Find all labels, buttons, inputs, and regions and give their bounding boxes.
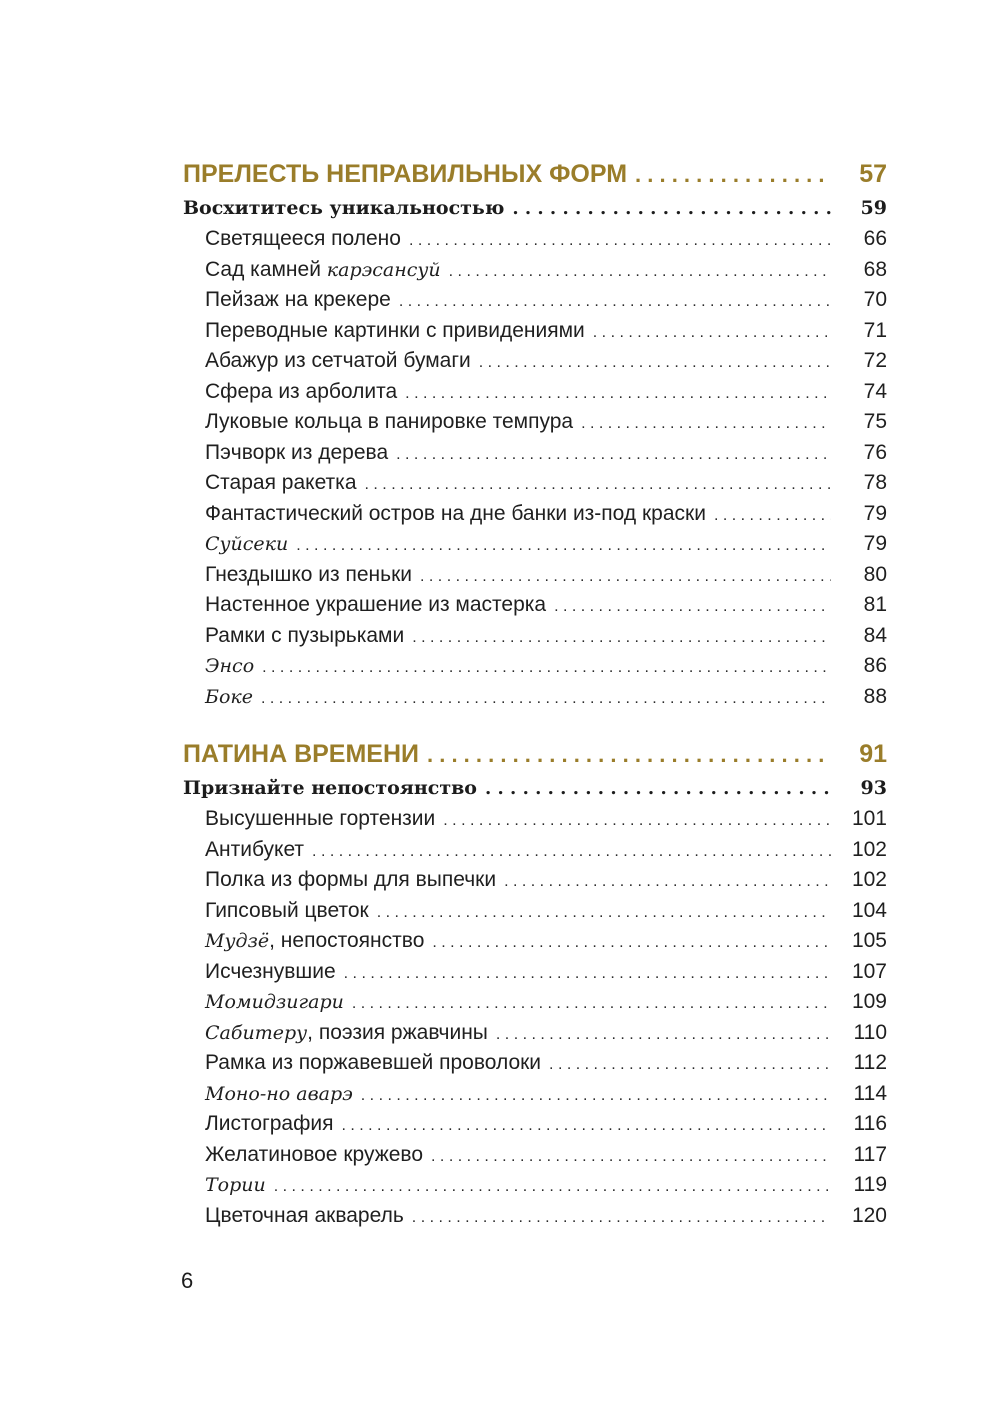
toc-entry-title — [205, 1051, 541, 1075]
chapter-heading-title — [183, 197, 504, 219]
italic-term: Энсо — [205, 655, 255, 677]
toc-entry — [183, 990, 887, 1021]
toc-entry — [183, 899, 887, 930]
page-number: 6 — [181, 1268, 194, 1293]
toc-entry-page-number: 68 — [863, 257, 887, 281]
title-text: Переводные картинки с привидениями — [205, 318, 585, 342]
title-text: Сад камней — [205, 257, 327, 281]
toc-entry-title — [205, 349, 471, 373]
toc-entry-page-number: 110 — [853, 1020, 887, 1044]
dot-leader — [341, 1117, 831, 1135]
toc-entry-page-number: 102 — [851, 837, 887, 861]
toc-entry-page-number: 79 — [863, 532, 887, 555]
toc-entry-title — [205, 838, 304, 862]
dot-leader — [449, 263, 831, 281]
toc-entry-title — [205, 1082, 353, 1106]
toc-entry-title — [205, 380, 397, 404]
toc-entry-page-number: 104 — [851, 898, 887, 922]
toc-entry-page-number: 109 — [851, 990, 887, 1013]
dot-leader — [399, 293, 831, 311]
dot-leader — [396, 446, 831, 464]
toc-entry-page-number: 114 — [853, 1081, 887, 1105]
toc-entry-title — [205, 258, 441, 282]
toc-entry-title — [205, 288, 391, 312]
toc-entry — [183, 532, 887, 563]
toc-entry — [183, 1204, 887, 1235]
dot-leader — [431, 1148, 831, 1166]
toc-section — [183, 160, 887, 715]
toc-entry-page-number: 120 — [851, 1203, 887, 1227]
title-text: Рамки с пузырьками — [205, 623, 405, 647]
toc-entry-title — [205, 929, 424, 953]
dot-leader — [274, 1178, 831, 1196]
toc-entry-page-number: 88 — [863, 684, 887, 708]
toc-entry — [183, 1021, 887, 1052]
toc-entry-page-number: 72 — [863, 349, 887, 372]
title-text: Настенное украшение из мастерка — [205, 593, 547, 616]
toc-entry — [183, 441, 887, 472]
toc-entry-title — [205, 471, 357, 495]
toc-entry-title — [205, 624, 404, 648]
toc-entry — [183, 1082, 887, 1113]
toc-entry-title — [205, 1112, 333, 1136]
title-text: Луковые кольца в панировке темпура — [205, 410, 574, 433]
dot-leader — [344, 965, 831, 983]
toc-entry-title — [205, 807, 435, 831]
italic-term: Мудзё — [205, 930, 270, 952]
title-text: Светящееся полено — [205, 227, 401, 250]
italic-term: Суйсеки — [205, 533, 289, 555]
part-heading — [183, 740, 887, 777]
toc-entry-title — [205, 227, 401, 251]
toc-entry — [183, 1112, 887, 1143]
toc-entry — [183, 563, 887, 594]
title-text: Рамка из поржавевшей проволоки — [205, 1051, 542, 1074]
dot-leader — [352, 995, 831, 1013]
toc-section — [183, 740, 887, 1234]
dot-leader — [412, 629, 831, 647]
chapter-heading-page-number: 93 — [860, 777, 887, 799]
toc-entry-title — [205, 502, 706, 526]
toc-entry-page-number: 112 — [853, 1051, 887, 1074]
toc-entry-page-number: 74 — [863, 379, 887, 403]
toc-entry — [183, 258, 887, 289]
toc-entry-title — [205, 899, 369, 923]
dot-leader — [549, 1056, 831, 1074]
part-heading-title — [183, 160, 627, 189]
toc-entry-page-number: 71 — [863, 318, 887, 342]
dot-leader — [554, 598, 831, 616]
toc-entry-page-number: 86 — [863, 654, 887, 677]
title-text: Полка из формы для выпечки — [205, 868, 497, 891]
dot-leader — [420, 568, 831, 586]
dot-leader — [512, 198, 831, 219]
toc-entry-page-number: 79 — [863, 501, 887, 525]
chapter-heading-title — [183, 777, 477, 799]
toc-entry-title — [205, 1143, 423, 1167]
title-text: Старая ракетка — [205, 471, 357, 494]
chapter-heading-page-number: 59 — [860, 197, 887, 219]
dot-leader — [427, 742, 831, 768]
toc-entry — [183, 319, 887, 350]
toc-entry — [183, 502, 887, 533]
toc-entry — [183, 929, 887, 960]
dot-leader — [479, 354, 831, 372]
toc-entry-page-number: 101 — [851, 807, 887, 830]
dot-leader — [593, 324, 831, 342]
toc-entry — [183, 227, 887, 258]
toc-entry — [183, 410, 887, 441]
part-heading — [183, 160, 887, 197]
italic-term: Боке — [205, 685, 253, 708]
dot-leader — [432, 934, 831, 952]
toc-entry — [183, 593, 887, 624]
chapter-heading — [183, 197, 887, 227]
toc-entry-title — [205, 1204, 404, 1228]
toc-entry — [183, 288, 887, 319]
italic-term: Момидзигари — [205, 991, 344, 1013]
title-text: Абажур из сетчатой бумаги — [205, 349, 471, 372]
toc-entry-title — [205, 1173, 266, 1197]
toc-entry — [183, 654, 887, 685]
chapter-heading — [183, 777, 887, 807]
toc-entry-page-number: 70 — [863, 288, 887, 311]
dot-leader — [262, 659, 831, 677]
italic-term: Сабитеру — [205, 1021, 308, 1044]
toc-entry-page-number: 102 — [851, 868, 887, 891]
dot-leader — [365, 476, 831, 494]
dot-leader — [412, 1209, 831, 1227]
dot-leader — [443, 812, 831, 830]
dot-leader — [261, 690, 831, 708]
toc-entry — [183, 807, 887, 838]
toc-entry — [183, 624, 887, 655]
toc-entry-page-number: 75 — [863, 410, 887, 433]
dot-leader — [496, 1026, 831, 1044]
italic-term: Тории — [205, 1174, 266, 1196]
toc-entry — [183, 960, 887, 991]
toc-entry — [183, 838, 887, 869]
dot-leader — [409, 232, 831, 250]
italic-term: карэсансуй — [326, 258, 441, 281]
toc-entry-title — [205, 990, 344, 1014]
title-text: Пейзаж на крекере — [205, 288, 391, 311]
dot-leader — [361, 1087, 831, 1105]
toc-entry — [183, 471, 887, 502]
part-heading-page-number: 91 — [859, 740, 887, 768]
toc-entry-title — [205, 532, 288, 556]
toc-entry-title — [205, 319, 585, 343]
toc-entry-title — [205, 868, 496, 892]
toc-entry-title — [205, 685, 253, 709]
dot-leader — [504, 873, 831, 891]
title-text: Пэчворк из дерева — [205, 440, 389, 464]
title-text: Антибукет — [205, 837, 305, 861]
title-text: Сфера из арболита — [205, 379, 398, 403]
toc-entry — [183, 685, 887, 716]
toc-entry-title — [205, 654, 254, 678]
title-text: , непостоянство — [269, 929, 425, 952]
title-text: ПРЕЛЕСТЬ НЕПРАВИЛЬНЫХ ФОРМ — [183, 160, 628, 188]
toc-entry — [183, 1173, 887, 1204]
toc-entry — [183, 1051, 887, 1082]
toc-entry-page-number: 78 — [863, 471, 887, 494]
title-text: Восхититесь уникальностью — [183, 197, 505, 219]
title-text: Листография — [205, 1112, 334, 1135]
toc-entry-page-number: 84 — [863, 623, 887, 647]
dot-leader — [377, 904, 831, 922]
part-heading-title — [183, 740, 419, 769]
title-text: Фантастический остров на дне банки из-под краски — [205, 501, 706, 525]
toc-entry-page-number: 116 — [853, 1112, 887, 1135]
dot-leader — [405, 385, 831, 403]
toc-entry-title — [205, 593, 546, 617]
toc-entry-title — [205, 441, 388, 465]
toc-entry-page-number: 117 — [853, 1142, 887, 1166]
dot-leader — [485, 778, 831, 799]
toc-entry — [183, 1143, 887, 1174]
title-text: Признайте непостоянство — [183, 777, 477, 799]
title-text: Желатиновое кружево — [205, 1142, 424, 1166]
toc-entry-page-number: 81 — [863, 593, 887, 616]
toc-entry-title — [205, 960, 336, 984]
toc-entry-title — [205, 563, 412, 587]
title-text: , поэзия ржавчины — [307, 1020, 488, 1044]
toc-entry-page-number: 105 — [851, 929, 887, 952]
title-text: Гипсовый цветок — [205, 898, 369, 922]
toc-entry-title — [205, 410, 573, 434]
table-of-contents — [183, 160, 887, 1234]
toc-entry-page-number: 66 — [863, 227, 887, 250]
toc-entry — [183, 868, 887, 899]
toc-entry — [183, 380, 887, 411]
title-text: ПАТИНА ВРЕМЕНИ — [183, 740, 419, 768]
title-text: Гнездышко из пеньки — [205, 562, 413, 586]
dot-leader — [312, 843, 831, 861]
title-text: Исчезнувшие — [205, 959, 336, 983]
italic-term: Моно-но аварэ — [205, 1082, 353, 1105]
toc-entry-page-number: 107 — [851, 959, 887, 983]
title-text: Цветочная акварель — [205, 1203, 404, 1227]
dot-leader — [296, 537, 831, 555]
toc-entry-title — [205, 1021, 488, 1045]
toc-entry — [183, 349, 887, 380]
toc-entry-page-number: 76 — [863, 440, 887, 464]
dot-leader — [635, 162, 831, 188]
toc-entry-page-number: 119 — [853, 1173, 887, 1196]
part-heading-page-number: 57 — [859, 160, 887, 188]
title-text: Высушенные гортензии — [205, 807, 436, 830]
dot-leader — [581, 415, 831, 433]
dot-leader — [714, 507, 831, 525]
toc-entry-page-number: 80 — [863, 562, 887, 586]
